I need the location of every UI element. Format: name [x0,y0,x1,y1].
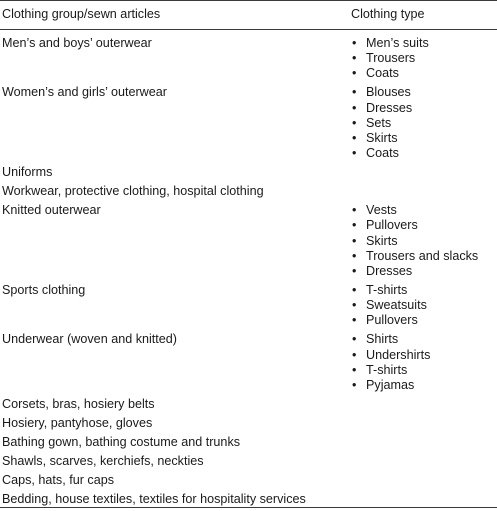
clothing-group-cell: Bathing gown, bathing costume and trunks [2,435,241,450]
clothing-type-item: • Pullovers [351,218,497,233]
clothing-type-item: • Pullovers [351,313,497,328]
header-divider-rule [0,29,497,30]
table-body [0,36,497,511]
clothing-type-list [351,36,497,82]
clothing-type-cell [351,435,497,454]
clothing-type-item: • Dresses [351,101,497,116]
clothing-type-item: • Skirts [351,234,497,249]
table-row [0,332,497,397]
clothing-group-cell: Men’s and boys’ outerwear [2,36,152,50]
clothing-type-cell [351,332,497,397]
clothing-type-list [351,283,497,329]
clothing-group-cell: Caps, hats, fur caps [2,473,114,488]
clothing-type-item: • Vests [351,203,497,218]
clothing-group-cell: Corsets, bras, hosiery belts [2,397,155,412]
table-row [0,416,497,435]
table-row [0,36,497,85]
clothing-type-cell [351,454,497,473]
clothing-type-item: • Sweatsuits [351,298,497,313]
table-row [0,184,497,203]
clothing-type-item: • T-shirts [351,363,497,378]
clothing-type-cell [351,85,497,165]
clothing-group-cell: Sports clothing [2,283,86,298]
clothing-table [0,36,497,511]
table-bottom-rule [0,507,497,508]
table-row [0,203,497,283]
clothing-type-cell [351,203,497,283]
clothing-type-cell [351,416,497,435]
table-row [0,85,497,165]
clothing-type-item: • Pyjamas [351,378,497,393]
clothing-group-cell: Workwear, protective clothing, hospital clothing [2,184,264,199]
clothing-type-item: • Men’s suits [351,36,497,51]
clothing-type-list [351,85,497,161]
clothing-group-cell: Uniforms [2,165,53,180]
clothing-type-item: • Trousers and slacks [351,249,497,264]
clothing-type-item: • Shirts [351,332,497,347]
clothing-group-cell: Bedding, house textiles, textiles for hospitality services [2,492,306,507]
clothing-type-cell [351,473,497,492]
clothing-type-list [351,332,497,393]
clothing-type-cell [351,165,497,184]
clothing-type-item: • Blouses [351,85,497,100]
clothing-group-cell: Knitted outerwear [2,203,101,218]
table-row [0,283,497,332]
table-row [0,435,497,454]
table-row [0,473,497,492]
clothing-group-cell: Women’s and girls’ outerwear [2,85,167,100]
clothing-type-list [351,203,497,279]
clothing-group-cell: Hosiery, pantyhose, gloves [2,416,153,431]
column-header-clothing-type: Clothing type [351,7,425,21]
clothing-type-cell [351,36,497,85]
clothing-type-cell [351,283,497,332]
table-row [0,397,497,416]
clothing-group-cell: Shawls, scarves, kerchiefs, neckties [2,454,204,469]
clothing-type-item: • T-shirts [351,283,497,298]
clothing-type-cell [351,184,497,203]
clothing-type-item: • Skirts [351,131,497,146]
table-top-rule [0,0,497,1]
clothing-type-item: • Trousers [351,51,497,66]
clothing-type-item: • Coats [351,146,497,161]
clothing-type-item: • Coats [351,66,497,81]
column-header-clothing-group: Clothing group/sewn articles [2,7,161,21]
clothing-type-cell [351,397,497,416]
table-row [0,492,497,511]
table-row [0,454,497,473]
clothing-type-item: • Sets [351,116,497,131]
clothing-type-item: • Dresses [351,264,497,279]
table-row [0,165,497,184]
clothing-type-cell [351,492,497,511]
clothing-type-item: • Undershirts [351,348,497,363]
clothing-group-cell: Underwear (woven and knitted) [2,332,178,347]
